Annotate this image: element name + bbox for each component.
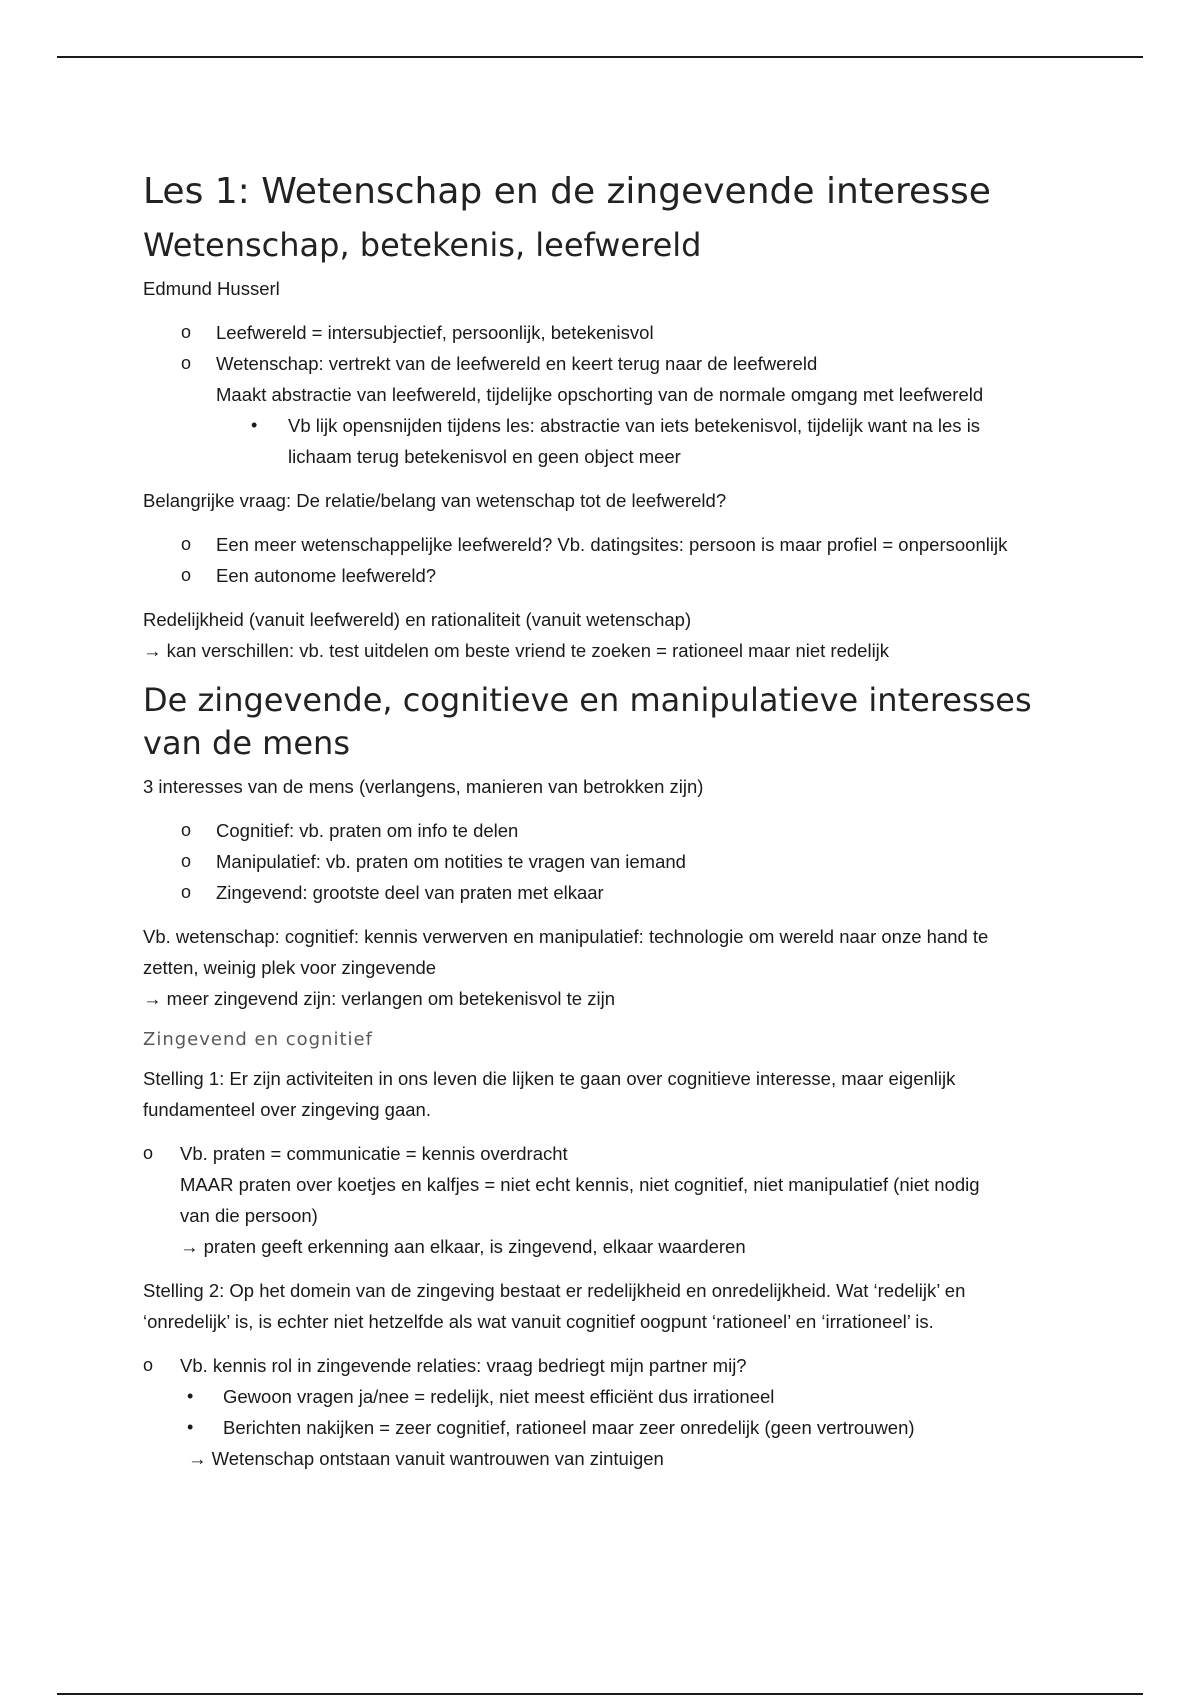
stelling2-list <box>143 1350 1093 1474</box>
list-item: o Zingevend: grootste deel van praten met elkaar <box>143 877 1093 908</box>
section-title-interesses: De zingevende, cognitieve en manipulatieve interesses van de mens <box>143 681 1032 762</box>
list-item: o Een meer wetenschappelijke leefwereld? Vb. datingsites: persoon is maar profiel = onpersoonlijk <box>143 529 1093 560</box>
stelling1-list <box>143 1138 1093 1262</box>
stelling2-paragraph: Stelling 2: Op het domein van de zingeving bestaat er redelijkheid en onredelijkheid. Wat ‘redelijk’ en ‘onredelijk’ is, is echter niet hetzelfde als wat vanuit cognitief oogpunt ‘rationeel’ en ‘irrationeel’ is. <box>143 1280 966 1332</box>
list-item-continuation: van die persoon) <box>180 1205 318 1226</box>
list-item: o Wetenschap: vertrekt van de leefwereld en keert terug naar de leefwereld <box>143 348 1093 379</box>
page-title: Les 1: Wetenschap en de zingevende interesse <box>143 171 991 212</box>
circle-bullet-icon: o <box>181 882 192 902</box>
stelling1-paragraph: Stelling 1: Er zijn activiteiten in ons leven die lijken te gaan over cognitieve interesse, maar eigenlijk fundamenteel over zingeving gaan. <box>143 1068 956 1120</box>
interesses-list <box>143 815 1093 908</box>
list-item: o Vb. kennis rol in zingevende relaties: vraag bedriegt mijn partner mij? <box>143 1350 1093 1381</box>
redelijkheid-paragraph: Redelijkheid (vanuit leefwereld) en rationaliteit (vanuit wetenschap) → kan verschillen: vb. test uitdelen om beste vriend te zoeken = rationeel maar niet redelijk <box>143 609 890 661</box>
document-page <box>143 170 1093 1487</box>
list-item-continuation: → Wetenschap ontstaan vanuit wantrouwen van zintuigen <box>188 1448 664 1469</box>
section-title-leefwereld: Wetenschap, betekenis, leefwereld <box>143 226 702 264</box>
list-item: o Leefwereld = intersubjectief, persoonlijk, betekenisvol <box>143 317 1093 348</box>
leefwereld-list <box>143 317 1093 472</box>
circle-bullet-icon: o <box>181 851 192 871</box>
question-list <box>143 529 1093 591</box>
list-item-continuation: Maakt abstractie van leefwereld, tijdelijke opschorting van de normale omgang met leefwereld <box>216 384 984 405</box>
wetenschap-paragraph: Vb. wetenschap: cognitief: kennis verwerven en manipulatief: technologie om wereld naar onze hand te zetten, weinig plek voor zingevende → meer zingevend zijn: verlangen om betekenisvol te zijn <box>143 926 989 1009</box>
circle-bullet-icon: o <box>181 322 192 342</box>
list-item: o Cognitief: vb. praten om info te delen <box>143 815 1093 846</box>
bullet-icon: • <box>187 1386 194 1406</box>
circle-bullet-icon: o <box>143 1143 154 1163</box>
list-item: o Een autonome leefwereld? <box>143 560 1093 591</box>
sub-list-item-continuation: lichaam terug betekenisvol en geen object meer <box>288 446 681 467</box>
sub-list-item: • Berichten nakijken = zeer cognitief, rationeel maar zeer onredelijk (geen vertrouwen) <box>143 1412 1093 1443</box>
sub-list-item: • Vb lijk opensnijden tijdens les: abstractie van iets betekenisvol, tijdelijk want na les is <box>143 410 1093 441</box>
question-paragraph: Belangrijke vraag: De relatie/belang van wetenschap tot de leefwereld? <box>143 490 727 511</box>
footer-rule <box>57 1693 1143 1695</box>
sub-list-item: • Gewoon vragen ja/nee = redelijk, niet meest efficiënt dus irrationeel <box>143 1381 1093 1412</box>
list-item: o Manipulatief: vb. praten om notities te vragen van iemand <box>143 846 1093 877</box>
list-item-continuation: MAAR praten over koetjes en kalfjes = niet echt kennis, niet cognitief, niet manipulatief (niet nodig <box>180 1174 980 1195</box>
subsection-title-zingevend: Zingevend en cognitief <box>143 1029 373 1050</box>
circle-bullet-icon: o <box>181 565 192 585</box>
circle-bullet-icon: o <box>181 353 192 373</box>
list-item: o Vb. praten = communicatie = kennis overdracht <box>143 1138 1093 1169</box>
bullet-icon: • <box>187 1417 194 1437</box>
bullet-icon: • <box>251 415 258 435</box>
interesses-intro: 3 interesses van de mens (verlangens, manieren van betrokken zijn) <box>143 776 704 797</box>
circle-bullet-icon: o <box>181 820 192 840</box>
circle-bullet-icon: o <box>181 534 192 554</box>
author-line: Edmund Husserl <box>143 278 280 299</box>
list-item-continuation: → praten geeft erkenning aan elkaar, is zingevend, elkaar waarderen <box>180 1236 746 1257</box>
header-rule <box>57 56 1143 58</box>
circle-bullet-icon: o <box>143 1355 154 1375</box>
